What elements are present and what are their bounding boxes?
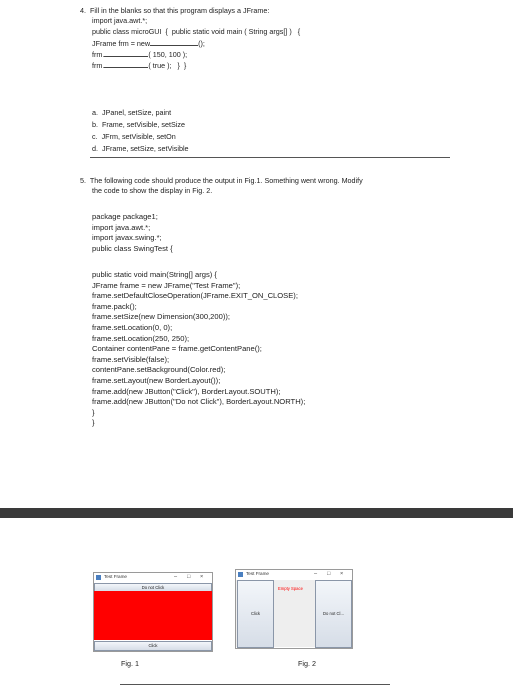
fig1-south-button[interactable]: Click (94, 641, 212, 651)
code-line: frame.pack(); (92, 301, 137, 311)
fig1-title-bar (94, 573, 212, 582)
q4-option-a: a. JPanel, setSize, paint (92, 108, 172, 117)
code-line: contentPane.setBackground(Color.red); (92, 365, 226, 375)
q4-code-line-2: public class microGUI { public static void main ( String args[] ) { (92, 27, 301, 36)
fig2-east-button[interactable]: Do not Cl... (315, 580, 352, 648)
code-line: Container contentPane = frame.getContentPane(); (92, 344, 262, 354)
q4-option-d: d. JFrame, setSize, setVisible (92, 144, 189, 153)
code-line: } (92, 407, 95, 417)
code-line: public static void main(String[] args) { (92, 270, 217, 279)
q4-option-b: b. Frame, setVisible, setSize (92, 120, 185, 129)
fig2-title-bar (236, 570, 352, 579)
code-line: JFrame frame = new JFrame("Test Frame"); (92, 280, 241, 290)
blank-2 (104, 49, 148, 57)
java-app-icon (96, 575, 101, 580)
fig2-west-button[interactable]: Click (237, 580, 274, 648)
q5-title-continued: the code to show the display in Fig. 2. (92, 186, 213, 195)
fig2-center-label: Empty Space (278, 586, 303, 591)
minimize-icon[interactable]: – (174, 573, 178, 580)
q4-code-line-1: import java.awt.*; (92, 16, 148, 25)
q5-code-header (92, 212, 173, 254)
code-line: frame.add(new JButton("Do not Click"), BorderLayout.NORTH); (92, 397, 306, 407)
fig1-caption: Fig. 1 (121, 659, 139, 668)
q4-code-line-3: JFrame frm = new (); (92, 39, 205, 48)
blank-3 (104, 60, 148, 68)
figures-page (0, 518, 513, 700)
code-line: frame.add(new JButton("Click"), BorderLayout.SOUTH); (92, 386, 281, 396)
code-line: package package1; (92, 212, 158, 221)
maximize-icon[interactable]: □ (187, 573, 191, 580)
code-line: frame.setLocation(0, 0); (92, 322, 173, 332)
code-line: import java.awt.*; (92, 222, 151, 232)
code-line: frame.setLayout(new BorderLayout()); (92, 375, 221, 385)
q5-code-body (92, 270, 305, 429)
fig1-north-button[interactable]: Do not Click (94, 583, 212, 592)
fig2-window (235, 569, 353, 649)
maximize-icon[interactable]: □ (327, 570, 331, 577)
close-icon[interactable]: × (200, 573, 204, 580)
fig2-caption: Fig. 2 (298, 659, 316, 668)
close-icon[interactable]: × (340, 570, 344, 577)
q5-title: 5. The following code should produce the output in Fig.1. Something went wrong. Modify (80, 176, 363, 185)
answer-line (120, 684, 390, 685)
divider (90, 157, 450, 158)
fig1-red-content-pane (94, 591, 212, 640)
code-line: public class SwingTest { (92, 243, 173, 253)
code-line: frame.setSize(new Dimension(300,200)); (92, 312, 231, 322)
blank-1 (150, 38, 198, 46)
q4-code-line-5: frm. ( true ); } } (92, 61, 187, 70)
fig1-window (93, 572, 213, 652)
code-line: frame.setVisible(false); (92, 354, 170, 364)
q4-option-c: c. JFrm, setVisible, setOn (92, 132, 176, 141)
code-line: frame.setDefaultCloseOperation(JFrame.EXIT_ON_CLOSE); (92, 291, 298, 301)
code-line: frame.setLocation(250, 250); (92, 333, 190, 343)
minimize-icon[interactable]: – (314, 570, 318, 577)
fig2-window-title: Test Frame (246, 571, 269, 576)
q4-code-line-4: frm. ( 150, 100 ); (92, 50, 188, 59)
code-line: } (92, 418, 95, 428)
q4-title: 4. Fill in the blanks so that this program displays a JFrame: (80, 6, 270, 15)
fig1-window-title: Test Frame (104, 574, 127, 579)
java-app-icon (238, 572, 243, 577)
code-line: import javax.swing.*; (92, 233, 162, 243)
